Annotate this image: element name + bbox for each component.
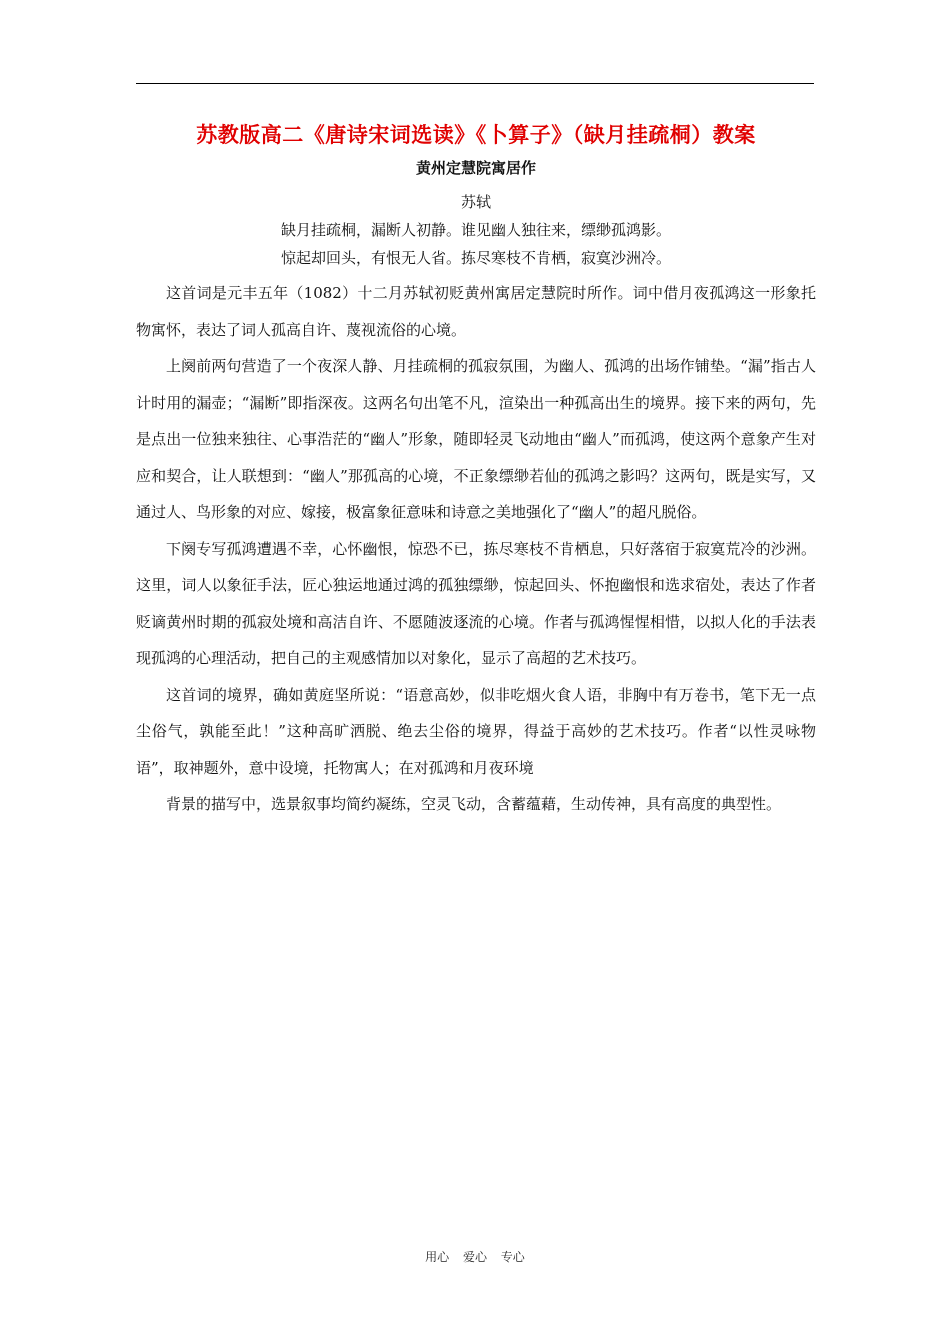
paragraph: 上阕前两句营造了一个夜深人静、月挂疏桐的孤寂氛围，为幽人、孤鸿的出场作铺垫。“漏”指古人计时用的漏壶；“漏断”即指深夜。这两名句出笔不凡，渲染出一种孤高出生的境界。接下来的两句，先是点出一位独来独往、心事浩茫的“幽人”形象，随即轻灵飞动地由“幽人”而孤鸿，使这两个意象产生对应和契合，让人联想到：“幽人”那孤高的心境，不正象缥缈若仙的孤鸿之影吗？这两句，既是实写，又通过人、鸟形象的对应、嫁接，极富象征意味和诗意之美地强化了“幽人”的超凡脱俗。 [136, 357, 816, 521]
poem-line: 缺月挂疏桐，漏断人初静。谁见幽人独往来，缥缈孤鸿影。 [280, 221, 671, 239]
paragraph: 这首词是元丰五年（1082）十二月苏轼初贬黄州寓居定慧院时所作。词中借月夜孤鸿这一形象托物寓怀，表达了词人孤高自许、蔑视流俗的心境。 [136, 284, 816, 339]
paragraph: 背景的描写中，选景叙事均简约凝练，空灵飞动，含蓄蕴藉，生动传神，具有高度的典型性。 [166, 795, 782, 813]
poem-line: 惊起却回头，有恨无人省。拣尽寒枝不肯栖，寂寞沙洲冷。 [280, 249, 671, 267]
document-body [136, 118, 816, 823]
poem-author: 苏轼 [460, 193, 491, 211]
document-title: 苏教版高二《唐诗宋词选读》《卜算子》（缺月挂疏桐）教案 [196, 123, 756, 147]
header-rule [136, 83, 814, 84]
paragraph: 下阕专写孤鸿遭遇不幸，心怀幽恨，惊恐不已，拣尽寒枝不肯栖息，只好落宿于寂寞荒冷的沙洲。这里，词人以象征手法，匠心独运地通过鸿的孤独缥缈，惊起回头、怀抱幽恨和选求宿处，表达了作者贬谪黄州时期的孤寂处境和高洁自许、不愿随波逐流的心境。作者与孤鸿惺惺相惜，以拟人化的手法表现孤鸿的心理活动，把自己的主观感情加以对象化，显示了高超的艺术技巧。 [136, 539, 816, 667]
paragraph: 这首词的境界，确如黄庭坚所说：“语意高妙，似非吃烟火食人语，非胸中有万卷书，笔下无一点尘俗气，孰能至此！”这种高旷洒脱、绝去尘俗的境界，得益于高妙的艺术技巧。作者“以性灵咏物语”，取神题外，意中设境，托物寓人；在对孤鸿和月夜环境 [136, 685, 816, 777]
page-footer: 用心 爱心 专心 [425, 1250, 525, 1264]
poem-title: 黄州定慧院寓居作 [415, 159, 536, 177]
